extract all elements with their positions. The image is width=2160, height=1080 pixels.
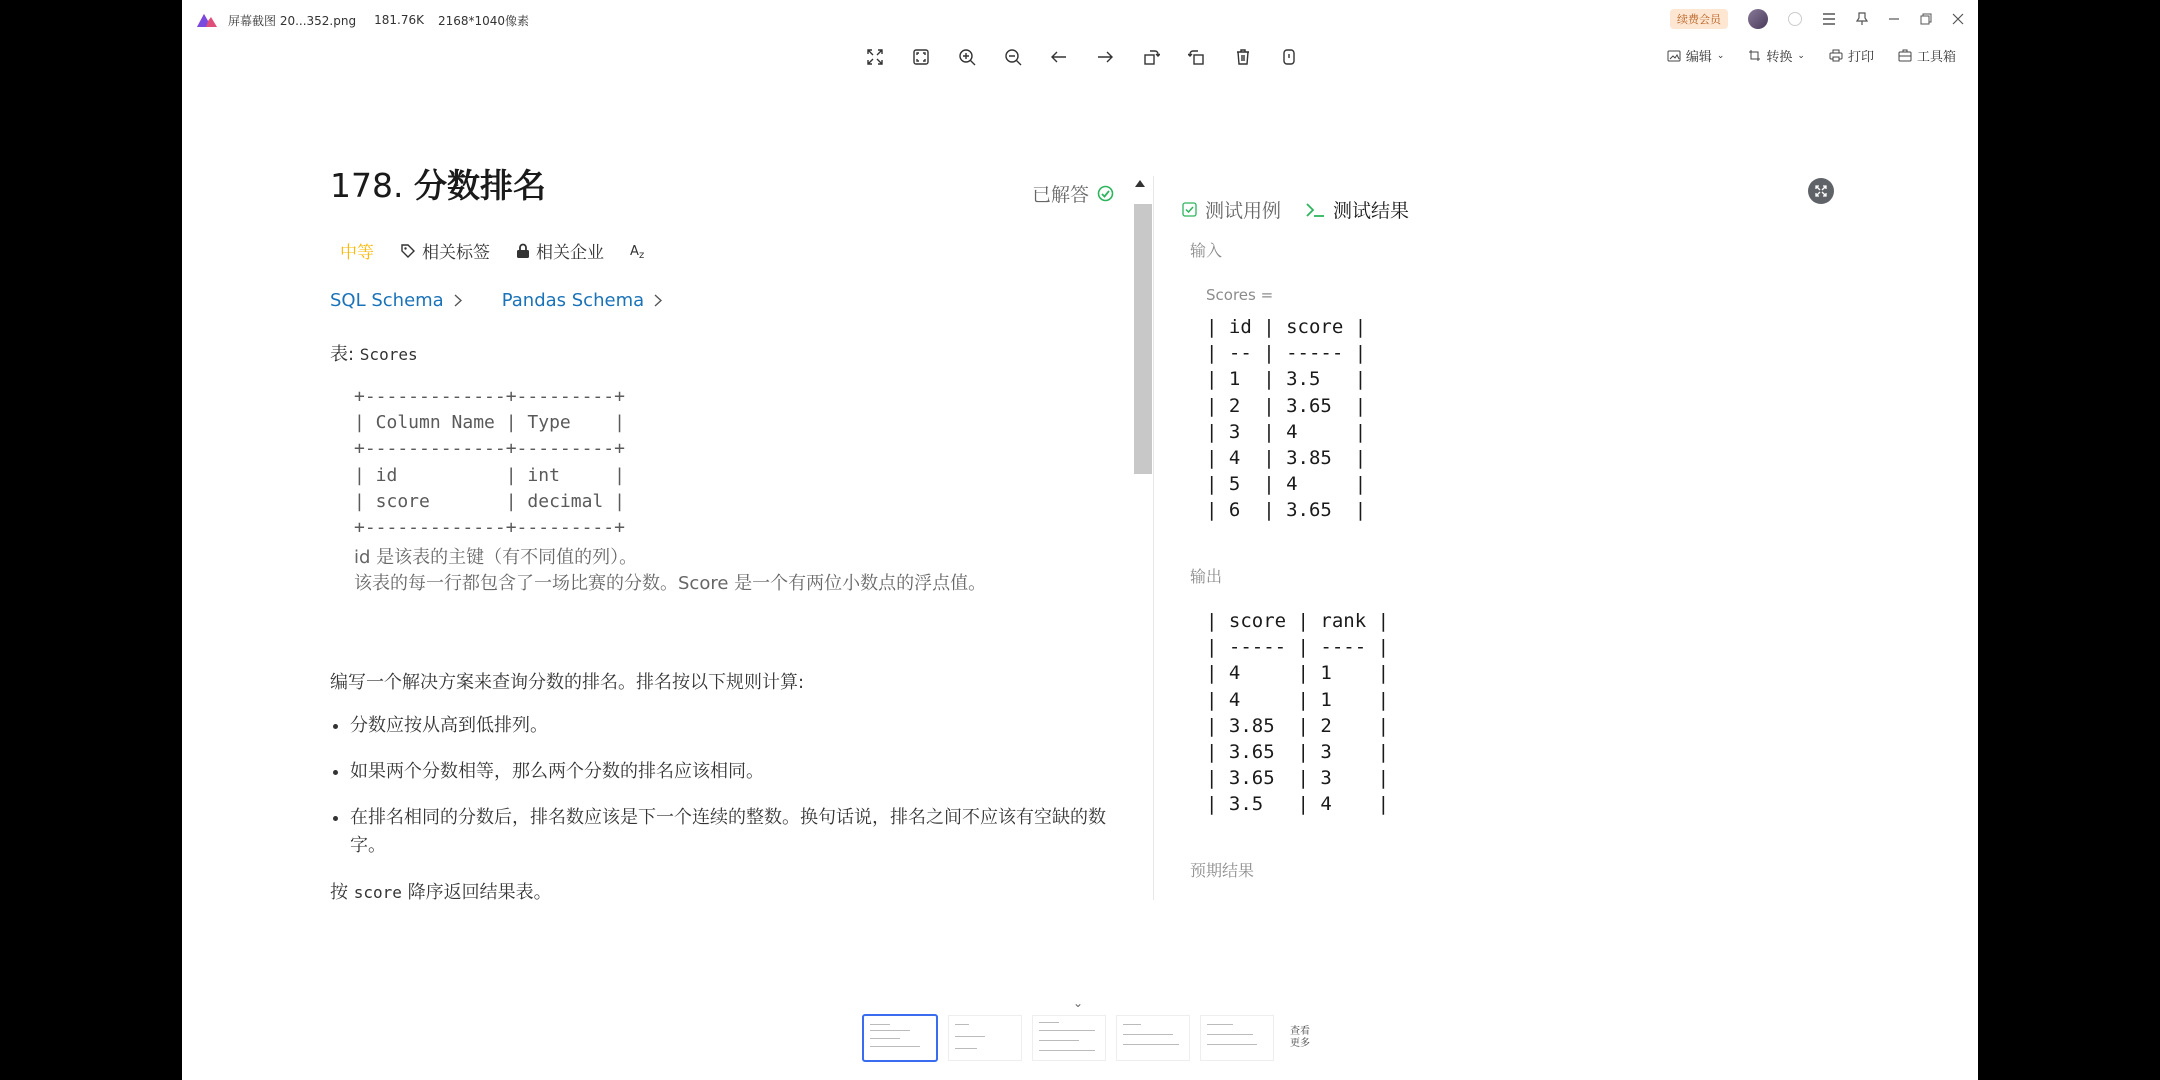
- viewer-toolbar: [862, 44, 1302, 70]
- next-arrow-icon[interactable]: [1092, 44, 1118, 70]
- vip-renew-button[interactable]: 续费会员: [1670, 9, 1728, 29]
- pane-divider[interactable]: [1153, 176, 1154, 900]
- chevron-down-icon: ⌄: [1797, 50, 1805, 61]
- printer-icon: [1829, 49, 1843, 62]
- file-name: 屏幕截图 20...352.png: [228, 13, 357, 28]
- tab-result[interactable]: [1305, 196, 1409, 223]
- difficulty-badge[interactable]: 中等: [340, 243, 374, 263]
- thumbnail-1[interactable]: [862, 1014, 938, 1062]
- pin-icon[interactable]: [1856, 12, 1868, 26]
- collapse-thumbnails-icon[interactable]: ⌄: [1073, 996, 1084, 1010]
- related-companies-button[interactable]: [516, 238, 604, 263]
- fit-screen-icon[interactable]: [908, 44, 934, 70]
- toolbox-button[interactable]: [1898, 46, 1956, 65]
- table-prefix: 表:: [330, 344, 360, 365]
- convert-label: 转换: [1766, 50, 1793, 65]
- thumbnail-4[interactable]: [1116, 1015, 1190, 1061]
- pandas-schema-label: Pandas Schema: [501, 290, 645, 311]
- zoom-out-icon[interactable]: [1000, 44, 1026, 70]
- solved-label: 已解答: [1032, 184, 1090, 206]
- app-logo-icon: [196, 11, 218, 29]
- input-table: | id | score | | -- | ----- | | 1 | 3.5 | | 2 | 3.65 | | 3 | 4 | | 4 | 3.85 | | 5 | 4 | | 6 | 3.65 |: [1206, 316, 1367, 522]
- scrollbar-thumb[interactable]: [1134, 204, 1152, 474]
- sql-schema-link[interactable]: [330, 290, 462, 311]
- return-suffix: 降序返回结果表。: [401, 882, 552, 903]
- print-button[interactable]: [1829, 46, 1874, 65]
- return-instruction: [330, 878, 552, 904]
- image-viewer-window: [182, 0, 1978, 1080]
- check-circle-icon: [1097, 185, 1114, 202]
- related-companies-label: 相关企业: [536, 243, 604, 263]
- note-score-desc: 该表的每一行都包含了一场比赛的分数。Score 是一个有两位小数点的浮点值。: [354, 573, 987, 594]
- sql-schema-label: SQL Schema: [330, 290, 444, 311]
- problem-header: [330, 160, 1110, 207]
- tab-result-label: 测试结果: [1333, 200, 1410, 222]
- toolbar-right: [1667, 46, 1956, 65]
- title-bar: [182, 0, 1978, 40]
- chevron-right-icon: [654, 294, 662, 307]
- edit-label: 编辑: [1685, 50, 1712, 65]
- image-edit-icon: [1667, 50, 1681, 62]
- image-dimensions: 2168*1040像素: [437, 13, 530, 28]
- note-primary-key: id 是该表的主键（有不同值的列）。: [354, 547, 638, 568]
- tab-testcase[interactable]: [1182, 196, 1281, 223]
- avatar[interactable]: [1748, 9, 1768, 29]
- menu-icon[interactable]: [1822, 13, 1836, 25]
- svg-text:z: z: [639, 249, 645, 259]
- list-item: • 在排名相同的分数后，排名数应该是下一个连续的整数。换句话说，排名之间不应该有空缺的数字。: [350, 804, 1110, 860]
- schema-table: +-------------+---------+ | Column Name | Type | +-------------+---------+ | id | int | | score | decimal | +-------------+---------+: [354, 386, 625, 539]
- problem-tags: [340, 238, 648, 263]
- problem-number: 178.: [330, 166, 404, 205]
- delete-icon[interactable]: [1230, 44, 1256, 70]
- translate-icon: [630, 243, 648, 259]
- previous-arrow-icon[interactable]: [1046, 44, 1072, 70]
- return-code: score: [353, 883, 402, 902]
- result-tabs: [1182, 196, 1409, 223]
- status-dot-icon: [1788, 12, 1802, 26]
- output-label: 输出: [1190, 567, 1223, 586]
- lock-icon: [516, 243, 530, 259]
- list-item: • 如果两个分数相等，那么两个分数的排名应该相同。: [350, 758, 1110, 786]
- thumbnail-strip: [862, 1014, 1310, 1062]
- table-label: [330, 340, 418, 366]
- zoom-in-icon[interactable]: [954, 44, 980, 70]
- fullscreen-icon[interactable]: [862, 44, 888, 70]
- table-name: Scores: [359, 345, 418, 364]
- related-topics-button[interactable]: [400, 238, 490, 263]
- output-table: | score | rank | | ----- | ---- | | 4 | 1 | | 4 | 1 | | 3.85 | 2 | | 3.65 | 3 | | 3.65 | 3 | | 3.5 | 4 |: [1206, 610, 1390, 816]
- tag-icon: [400, 243, 416, 259]
- chevron-right-icon: [454, 294, 462, 307]
- svg-text:A: A: [630, 243, 639, 259]
- scores-equals-label: Scores =: [1206, 286, 1274, 304]
- view-more-button[interactable]: 查看 更多: [1290, 1026, 1310, 1049]
- expand-icon: [1808, 178, 1834, 204]
- page-title: [330, 160, 1110, 207]
- info-icon[interactable]: [1276, 44, 1302, 70]
- thumbnail-2[interactable]: [948, 1015, 1022, 1061]
- toolbox-icon: [1898, 49, 1912, 62]
- related-topics-label: 相关标签: [422, 243, 490, 263]
- restore-icon[interactable]: [1920, 13, 1932, 25]
- rules-list: [330, 712, 1110, 878]
- problem-description: 编写一个解决方案来查询分数的排名。排名按以下规则计算:: [330, 672, 805, 693]
- checkbox-icon: [1182, 202, 1197, 217]
- solved-status: [1032, 180, 1114, 207]
- list-item: • 分数应按从高到低排列。: [350, 712, 1110, 740]
- rotate-right-icon[interactable]: [1138, 44, 1164, 70]
- terminal-icon: [1305, 202, 1325, 218]
- input-label: 输入: [1190, 241, 1223, 260]
- return-prefix: 按: [330, 882, 354, 903]
- expand-panel-button[interactable]: [1808, 178, 1834, 204]
- scroll-up-arrow-icon[interactable]: [1135, 180, 1145, 187]
- pandas-schema-link[interactable]: [502, 290, 662, 311]
- close-window-icon[interactable]: [1952, 13, 1964, 25]
- edit-button[interactable]: [1667, 46, 1725, 65]
- schema-links: [330, 290, 662, 311]
- problem-title: 分数排名: [413, 166, 546, 205]
- translate-button[interactable]: [630, 243, 648, 259]
- thumbnail-3[interactable]: [1032, 1015, 1106, 1061]
- tab-testcase-label: 测试用例: [1205, 200, 1282, 222]
- rotate-left-icon[interactable]: [1184, 44, 1210, 70]
- chevron-down-icon: ⌄: [1716, 50, 1725, 61]
- minimize-icon[interactable]: [1888, 13, 1900, 25]
- toolbox-label: 工具箱: [1916, 50, 1956, 65]
- crop-icon: [1748, 49, 1761, 62]
- thumbnail-5[interactable]: [1200, 1015, 1274, 1061]
- expected-label: 预期结果: [1190, 861, 1255, 880]
- convert-button[interactable]: [1748, 46, 1805, 65]
- print-label: 打印: [1847, 50, 1874, 65]
- file-size: 181.76K: [374, 13, 424, 27]
